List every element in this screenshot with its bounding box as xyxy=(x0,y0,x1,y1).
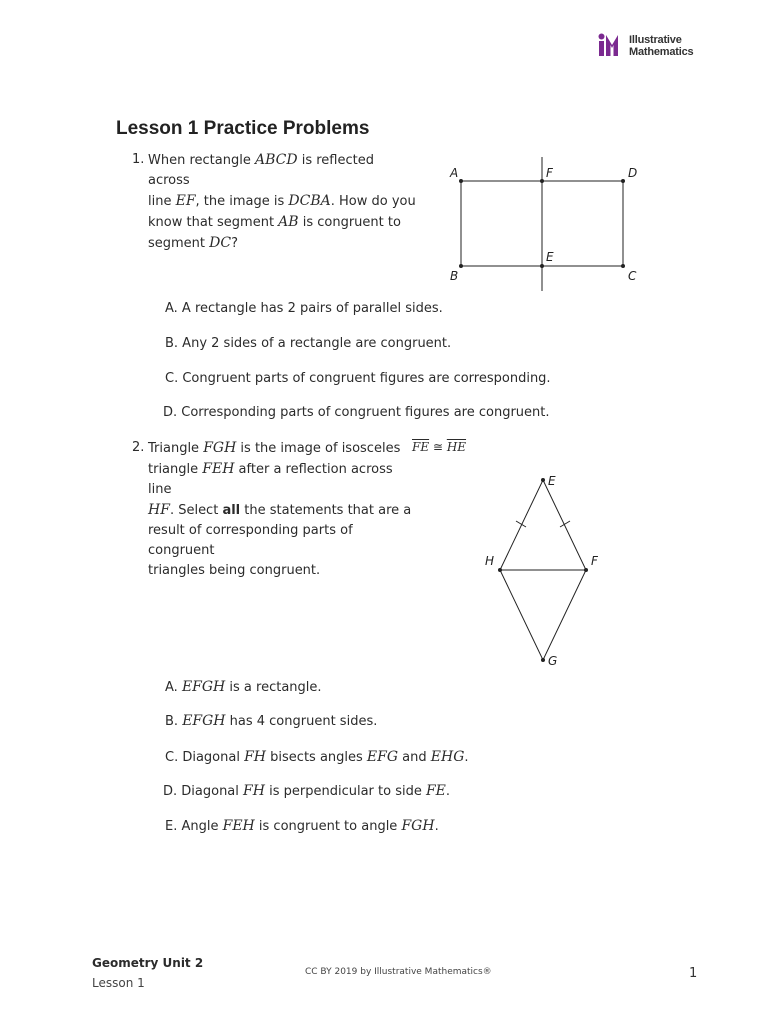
problem-1-option-b[interactable]: B. Any 2 sides of a rectangle are congruent. xyxy=(165,336,452,351)
rhombus-figure xyxy=(480,470,610,675)
problem-2-option-c[interactable]: C. Diagonal FH bisects angles EFG and EHG. xyxy=(165,749,469,765)
problem-1-number: 1. xyxy=(132,152,145,167)
label-F: F xyxy=(546,166,553,180)
problem-2-option-e[interactable]: E. Angle FEH is congruent to angle FGH. xyxy=(165,818,439,834)
footer-course: Geometry Unit 2 xyxy=(92,956,204,970)
problem-2-text: Triangle FGH is the image of isosceles triangle FEH after a reflection across line HF. Select all the statements that are a result of corresponding parts of congruent triangles being congruent. xyxy=(148,440,412,578)
problem-2-number: 2. xyxy=(132,440,145,455)
label-C: C xyxy=(628,269,637,283)
problem-1-text: When rectangle ABCD is reflected across line EF, the image is DCBA. How do you know that segment AB is congruent to segment DC? xyxy=(148,152,416,251)
label-F2: F xyxy=(591,554,598,568)
footer-lesson: Lesson 1 xyxy=(92,976,145,990)
brand-name xyxy=(629,34,693,58)
illustrative-mathematics-logo-icon xyxy=(598,33,626,57)
label-G2: G xyxy=(548,654,558,668)
label-D: D xyxy=(628,166,638,180)
problem-1-option-a[interactable]: A. A rectangle has 2 pairs of parallel sides. xyxy=(165,301,443,316)
problem-2-option-d[interactable]: D. Diagonal FH is perpendicular to side FE. xyxy=(163,783,451,799)
label-E2: E xyxy=(548,474,556,488)
problem-1-option-c[interactable]: C. Congruent parts of congruent figures are corresponding. xyxy=(165,371,551,386)
label-B: B xyxy=(450,269,459,283)
problem-2-option-a[interactable]: A. EFGH is a rectangle. xyxy=(165,679,322,695)
page-title: Lesson 1 Practice Problems xyxy=(116,118,370,139)
brand-line-1: Illustrative xyxy=(629,34,682,46)
label-A: A xyxy=(450,166,459,180)
footer-license: CC BY 2019 by Illustrative Mathematics® xyxy=(305,967,492,977)
rectangle-figure xyxy=(440,155,650,295)
label-H2: H xyxy=(485,554,495,568)
problem-2-option-b[interactable]: B. EFGH has 4 congruent sides. xyxy=(165,713,378,729)
problem-1-option-d[interactable]: D. Corresponding parts of congruent figures are congruent. xyxy=(163,405,550,420)
brand-line-2: Mathematics xyxy=(629,46,694,58)
given-congruence: $\overline{FE}$ ≅ $\overline{HE}$ xyxy=(412,440,467,454)
label-E: E xyxy=(546,250,554,264)
page-number: 1 xyxy=(689,966,698,981)
